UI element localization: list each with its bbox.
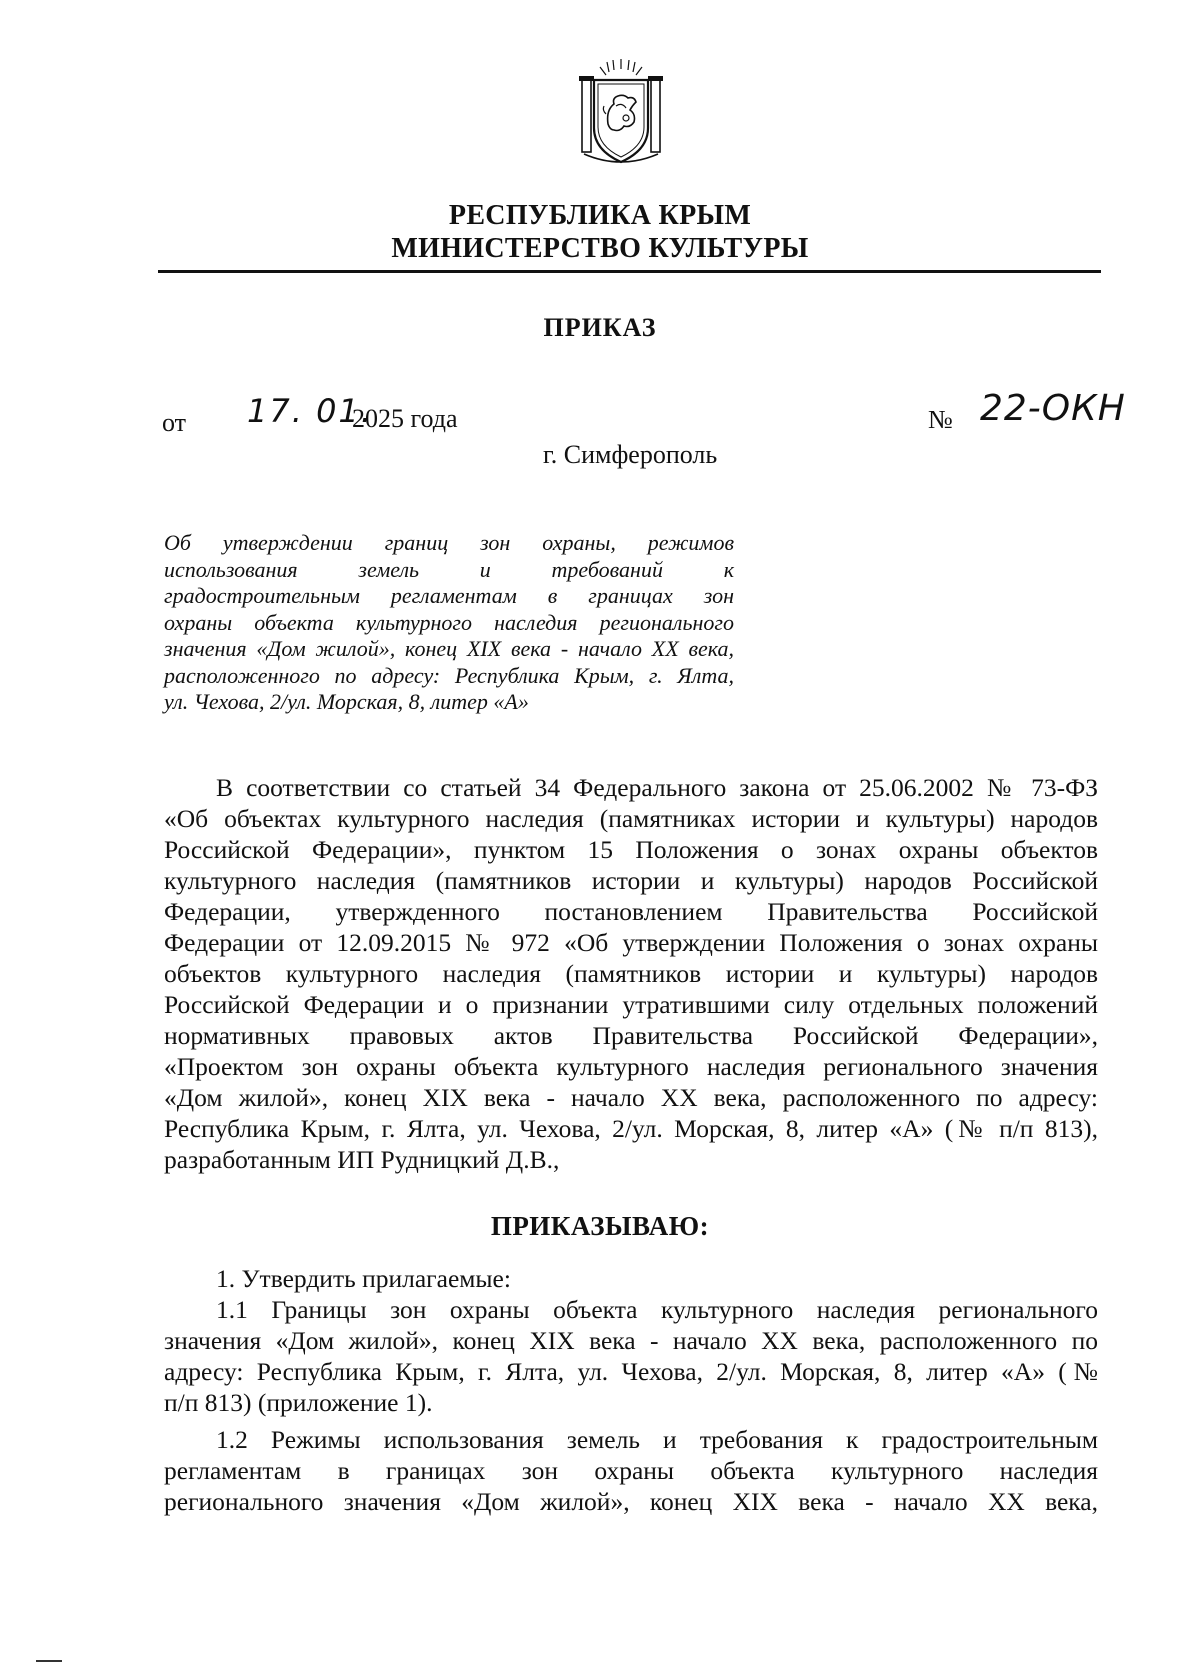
document-title: ПРИКАЗ: [543, 313, 657, 342]
page-corner-mark: [36, 1660, 62, 1662]
preamble-line: В соответствии со статьей 34 Федерального закона от 25.06.2002 № 73-ФЗ: [216, 773, 1098, 802]
item-1: 1. Утвердить прилагаемые:: [216, 1264, 511, 1293]
subject-line: значения «Дом жилой», конец XIX века - начало XX века,: [164, 636, 734, 661]
preamble-line: культурного наследия (памятников истории и культуры) народов Российской: [164, 866, 1098, 895]
preamble-paragraph: [164, 772, 1098, 1175]
date-prefix: от: [162, 408, 187, 437]
preamble-line: Российской Федерации и о признании утратившими силу отдельных положений: [164, 990, 1098, 1019]
header-divider: [158, 270, 1101, 273]
header-republic: РЕСПУБЛИКА КРЫМ: [448, 200, 752, 231]
subject-line: расположенного по адресу: Республика Крым, г. Ялта,: [164, 662, 734, 688]
subject-line: градостроительным регламентам в границах зон: [164, 583, 734, 608]
issue-city: г. Симферополь: [543, 440, 718, 469]
preamble-line: нормативных правовых актов Правительства Российской Федерации»,: [164, 1021, 1098, 1050]
preamble-line: Республика Крым, г. Ялта, ул. Чехова, 2/ул. Морская, 8, литер «А» (№ п/п 813),: [164, 1114, 1098, 1143]
order-subject: [164, 530, 734, 716]
preamble-line: объектов культурного наследия (памятников истории и культуры) народов: [164, 959, 1098, 988]
preamble-line: «Проектом зон охраны объекта культурного наследия регионального значения: [164, 1052, 1098, 1081]
order-items: [164, 1263, 1098, 1517]
date-year: 2025 года: [352, 404, 458, 433]
handwritten-number: 22-ОКН: [980, 388, 1126, 429]
item-1-1-line: значения «Дом жилой», конец XIX века - начало XX века, расположенного по: [164, 1326, 1098, 1355]
preamble-line: «Дом жилой», конец XIX века - начало XX века, расположенного по адресу:: [164, 1083, 1098, 1112]
preamble-line: Федерации, утвержденного постановлением Правительства Российской: [164, 897, 1098, 926]
item-1-1-line: 1.1 Границы зон охраны объекта культурного наследия регионального: [216, 1295, 1098, 1324]
preamble-line: Российской Федерации», пунктом 15 Положения о зонах охраны объектов: [164, 835, 1098, 864]
crimea-coat-of-arms-icon: [576, 58, 666, 166]
order-directive-heading: ПРИКАЗЫВАЮ:: [490, 1211, 710, 1241]
item-1-1-line: адресу: Республика Крым, г. Ялта, ул. Чехова, 2/ул. Морская, 8, литер «А» (№: [164, 1357, 1098, 1386]
subject-line: охраны объекта культурного наследия регионального: [164, 609, 734, 635]
subject-line: использования земель и требований к: [164, 556, 734, 582]
item-1-1-line: п/п 813) (приложение 1).: [164, 1388, 433, 1417]
header-ministry: МИНИСТЕРСТВО КУЛЬТУРЫ: [391, 233, 809, 264]
subject-line: Об утверждении границ зон охраны, режимов: [164, 530, 734, 555]
item-1-2-line: регионального значения «Дом жилой», конец XIX века - начало XX века,: [164, 1487, 1098, 1516]
preamble-line: Федерации от 12.09.2015 № 972 «Об утверждении Положения о зонах охраны: [164, 928, 1098, 957]
item-1-2-line: 1.2 Режимы использования земель и требования к градостроительным: [216, 1425, 1098, 1454]
item-1-2-line: регламентам в границах зон охраны объекта культурного наследия: [164, 1456, 1098, 1485]
preamble-line: «Об объектах культурного наследия (памятниках истории и культуры) народов: [164, 804, 1098, 833]
handwritten-date: 17. 01.: [247, 392, 373, 430]
subject-line: ул. Чехова, 2/ул. Морская, 8, литер «А»: [164, 689, 529, 714]
preamble-line: разработанным ИП Рудницкий Д.В.,: [164, 1145, 560, 1174]
number-label: №: [928, 405, 953, 434]
